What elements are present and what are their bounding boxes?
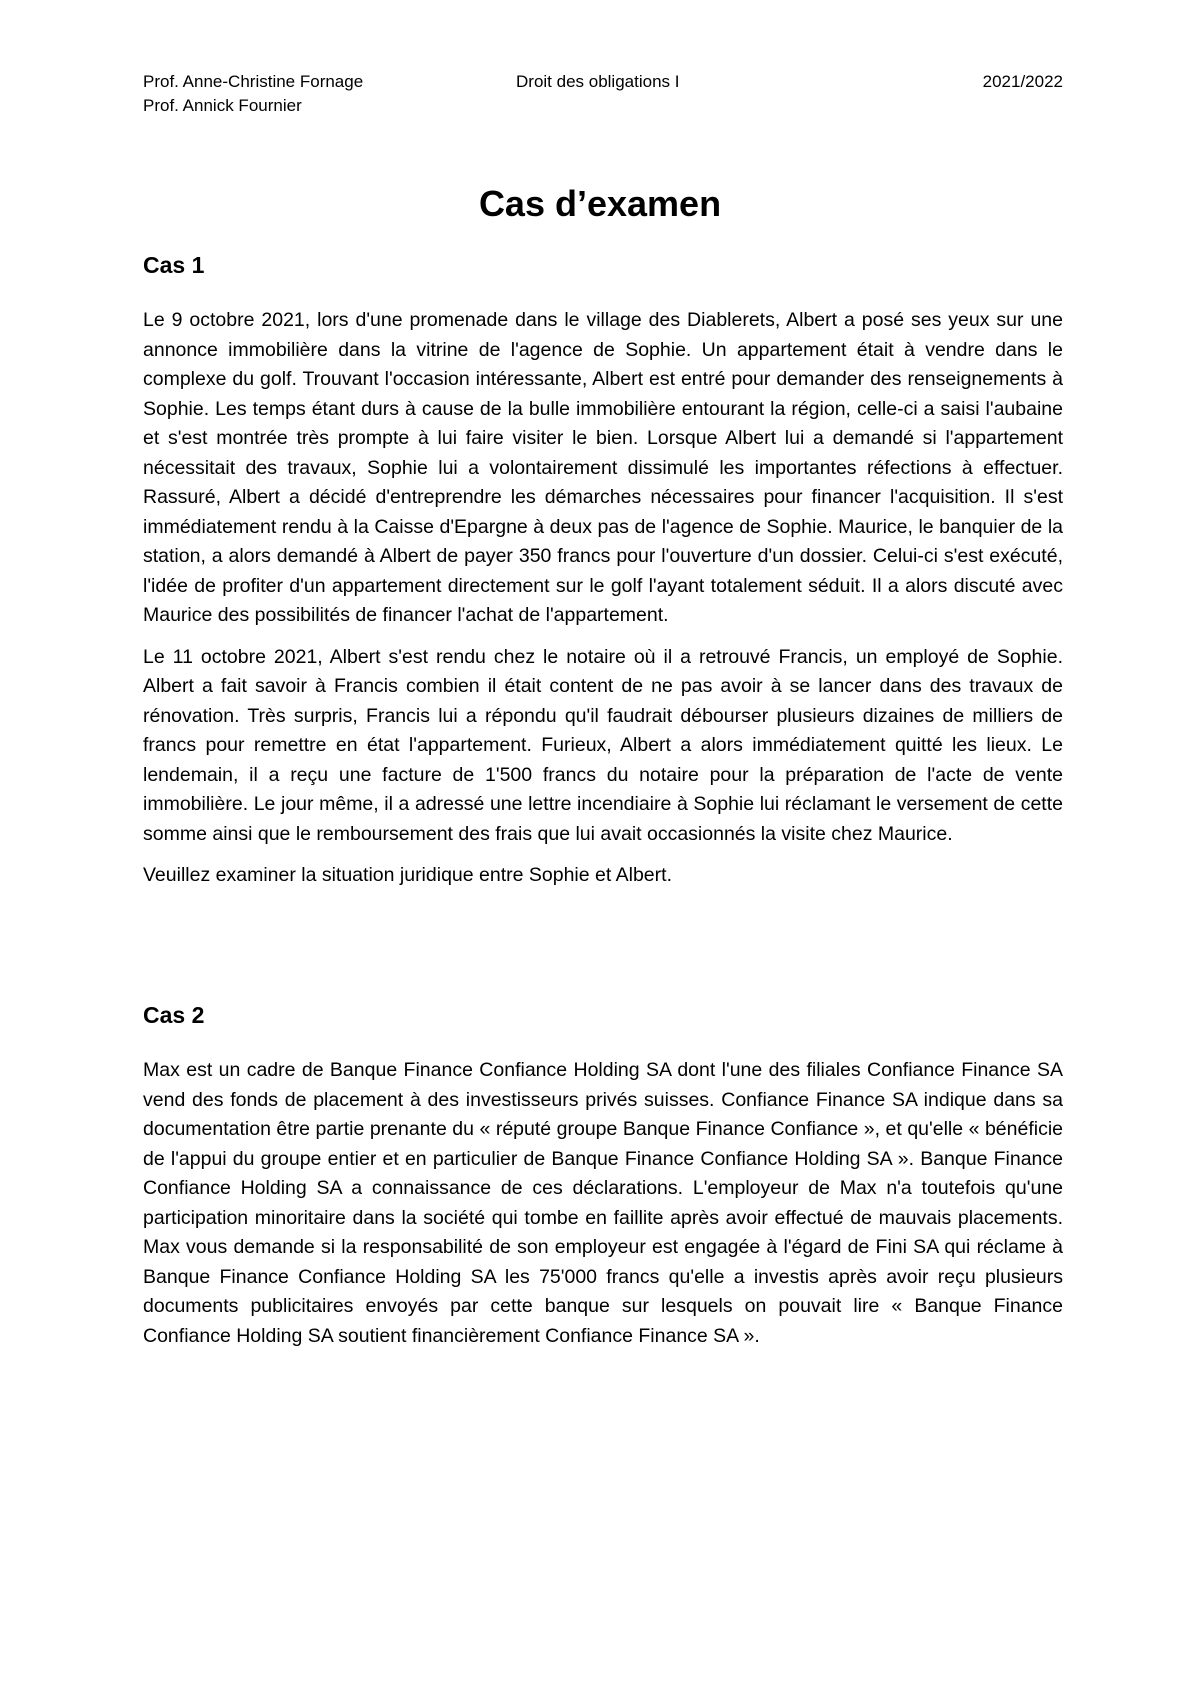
case-1-section [143,250,1063,903]
header-authors [143,70,363,118]
header-author-1: Prof. Anne-Christine Fornage [143,72,364,91]
header-author-2: Prof. Annick Fournier [143,96,302,115]
case-1-paragraph-1: Le 9 octobre 2021, lors d'une promenade dans le village des Diablerets, Albert a posé ses yeux sur une annonce immobilière dans la vitrine de l'agence de Sophie. Un appartement était à vendre dans le complexe du golf. Trouvant l'occasion intéressante, Albert est entré pour demander des renseignements à Sophie. Les temps étant durs à cause de la bulle immobilière entourant la région, celle-ci a saisi l'aubaine et s'est montrée très prompte à lui faire visiter le bien. Lorsque Albert lui a demandé si l'appartement nécessitait des travaux, Sophie lui a volontairement dissimulé les importantes réfections à effectuer. Rassuré, Albert a décidé d'entreprendre les démarches nécessaires pour financer l'acquisition. Il s'est immédiatement rendu à la Caisse d'Epargne à deux pas de l'agence de Sophie. Maurice, le banquier de la station, a alors demandé à Albert de payer 350 francs pour l'ouverture d'un dossier. Celui-ci s'est exécuté, l'idée de profiter d'un appartement directement sur le golf l'ayant totalement séduit. Il a alors discuté avec Maurice des possibilités de financer l'achat de l'appartement. [143,309,1063,626]
case-1-paragraph-2: Le 11 octobre 2021, Albert s'est rendu chez le notaire où il a retrouvé Francis, un employé de Sophie. Albert a fait savoir à Francis combien il était content de ne pas avoir à se lancer dans des travaux de rénovation. Très surpris, Francis lui a répondu qu'il faudrait débourser plusieurs dizaines de milliers de francs pour remettre en état l'appartement. Furieux, Albert a alors immédiatement quitté les lieux. Le lendemain, il a reçu une facture de 1'500 francs du notaire pour la préparation de l'acte de vente immobilière. Le jour même, il a adressé une lettre incendiaire à Sophie lui réclamant le versement de cette somme ainsi que le remboursement des frais que lui avait occasionnés la visite chez Maurice. [143,645,1063,845]
case-2-heading: Cas 2 [143,1002,205,1028]
case-1-heading: Cas 1 [143,252,205,278]
case-1-question: Veuillez examiner la situation juridique entre Sophie et Albert. [143,864,672,886]
case-2-paragraph-1: Max est un cadre de Banque Finance Confiance Holding SA dont l'une des filiales Confiance Finance SA vend des fonds de placement à des investisseurs privés suisses. Confiance Finance SA indique dans sa documentation être partie prenante du « réputé groupe Banque Finance Confiance », et qu'elle « bénéficie de l'appui du groupe entier et en particulier de Banque Finance Confiance Holding SA ». Banque Finance Confiance Holding SA a connaissance de ces déclarations. L'employeur de Max n'a toutefois qu'une participation minoritaire dans la société qui tombe en faillite après avoir effectué de mauvais placements. Max vous demande si la responsabilité de son employeur est engagée à l'égard de Fini SA qui réclame à Banque Finance Confiance Holding SA les 75'000 francs qu'elle a investis après avoir reçu plusieurs documents publicitaires envoyés par cette banque sur lesquels on pouvait lire « Banque Finance Confiance Holding SA soutient financièrement Confiance Finance SA ». [143,1059,1063,1347]
case-2-section [143,1000,1063,1363]
page-title: Cas d’examen [478,183,722,224]
header-course: Droit des obligations I [516,72,680,91]
header-year: 2021/2022 [982,72,1063,91]
